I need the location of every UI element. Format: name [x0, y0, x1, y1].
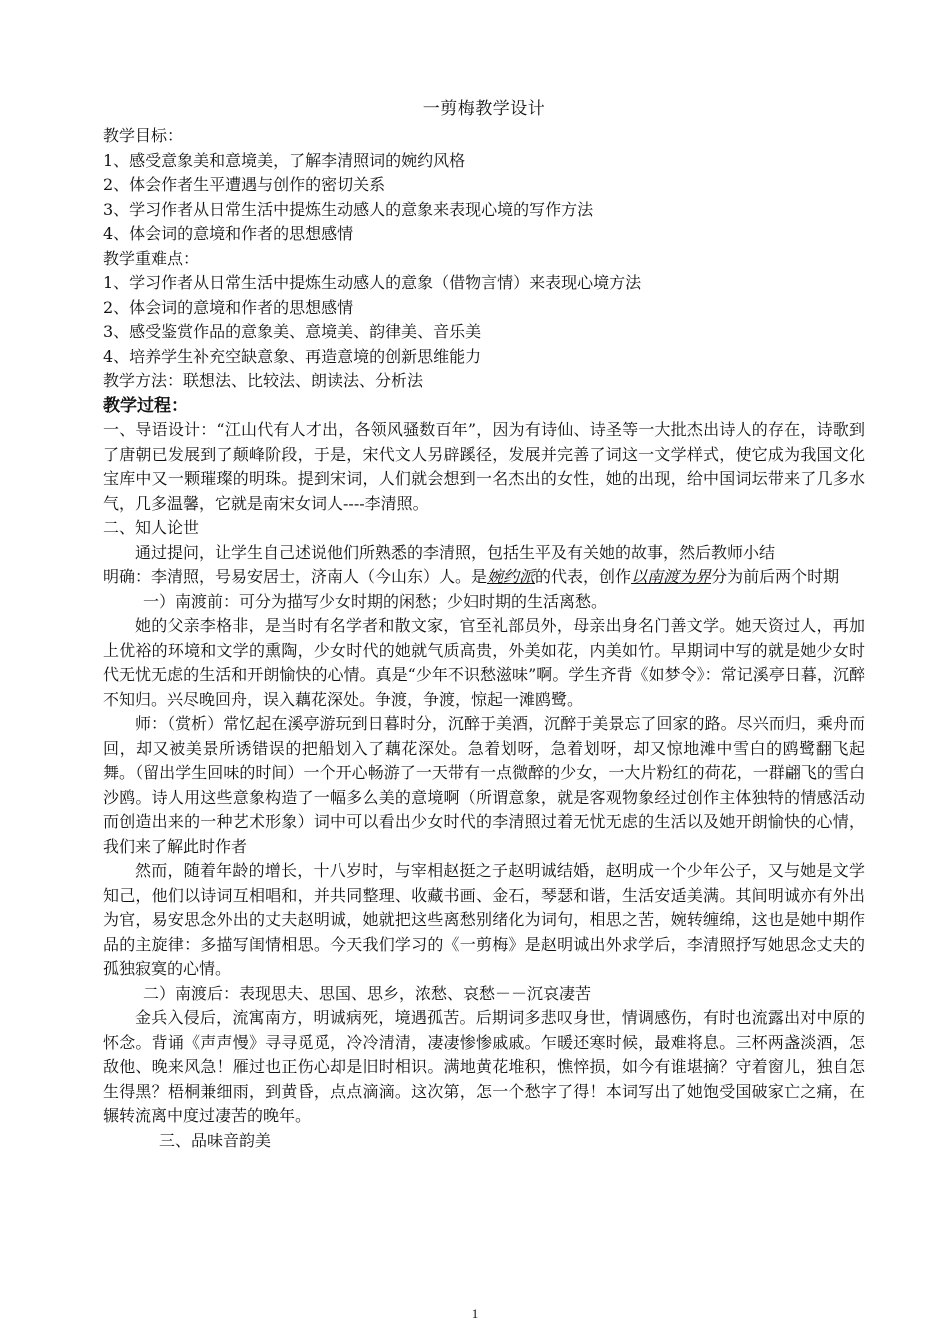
- difficulties-heading: 教学重难点：: [103, 248, 200, 268]
- section-2-paragraph: 通过提问，让学生自己述说他们所熟悉的李清照，包括生平及有关她的故事，然后教师小结: [135, 542, 776, 562]
- boundary-term: 以南渡为界: [631, 567, 712, 586]
- difficulty-item: 4、培养学生补充空缺意象、再造意境的创新思维能力: [103, 346, 482, 366]
- clarify-suffix: 分为前后两个时期: [711, 567, 840, 586]
- objective-item: 2、体会作者生平遭遇与创作的密切关系: [103, 175, 386, 194]
- difficulty-item: 3、感受鉴赏作品的意象美、意境美、韵律美、音乐美: [103, 322, 482, 341]
- objectives-heading: 教学目标：: [103, 126, 184, 145]
- section-3-heading: 三、品味音韵美: [159, 1130, 272, 1150]
- section-2-heading: 二、知人论世: [103, 518, 200, 537]
- page-number: 1: [471, 1306, 479, 1321]
- objective-item: 1、感受意象美和意境美，了解李清照词的婉约风格: [103, 150, 466, 170]
- difficulty-item: 2、体会词的意境和作者的思想感情: [103, 297, 354, 317]
- difficulty-item: 1、学习作者从日常生活中提炼生动感人的意象（借物言情）来表现心境方法: [103, 273, 642, 292]
- before-south-heading: 一）南渡前：可分为描写少女时期的闲愁；少妇时期的生活离愁。: [143, 591, 608, 611]
- marriage-paragraph: 然而，随着年龄的增长，十八岁时，与宰相赵挺之子赵明诚结婚，赵明成一个少年公子，又与她是文学知己，他们以诗词互相唱和，并共同整理、收藏书画、金石，琴瑟和谐，生活安适美满。其间明诚亦有外出为官，易安思念外出的丈夫赵明诚，她就把这些离愁别绪化为词句，相思之苦，婉转缠绵，这也是她中期作品的主旋律：多描写闺情相思。今天我们学习的《一剪梅》是赵明诚出外求学后，李清照抒写她思念丈夫的孤独寂寞的心情。: [103, 861, 865, 978]
- father-paragraph: 她的父亲李格非，是当时有名学者和散文家，官至礼部员外，母亲出身名门善文学。她天资过人，再加上优裕的环境和文学的熏陶，少女时代的她就气质高贵，外美如花，内美如竹。早期词中写的就是她少女时代无忧无虑的生活和开朗愉快的心情。真是“少年不识愁滋味”啊。学生齐背《如梦令》：常记溪亭日暮，沉醉不知归。兴尽晚回舟，误入藕花深处。争渡，争渡，惊起一滩鸥鹭。: [103, 616, 865, 709]
- teaching-methods: 教学方法：联想法、比较法、朗读法、分析法: [103, 371, 424, 390]
- objective-item: 3、学习作者从日常生活中提炼生动感人的意象来表现心境的写作方法: [103, 199, 594, 219]
- clarify-prefix: 明确：李清照，号易安居士，济南人（今山东）人。是: [103, 567, 488, 586]
- document-title: 一剪梅教学设计: [422, 99, 546, 119]
- process-heading: 教学过程：: [103, 395, 188, 416]
- objective-item: 4、体会词的意境和作者的思想感情: [103, 224, 354, 243]
- teacher-paragraph: 师：（赏析）常忆起在溪亭游玩到日暮时分，沉醉于美酒，沉醉于美景忘了回家的路。尽兴而归，乘舟而回，却又被美景所诱错误的把船划入了藕花深处。急着划呀，急着划呀，却又惊地滩中雪白的鸥鹭翻飞起舞。（留出学生回味的时间）一个开心畅游了一天带有一点微醉的少女，一大片粉红的荷花，一群翩飞的雪白沙鸥。诗人用这些意象构造了一幅多么美的意境啊（所谓意象，就是客观物象经过创作主体独特的情感活动而创造出来的一种艺术形象）词中可以看出少女时代的李清照过着无忧无虑的生活以及她开朗愉快的心情，我们来了解此时作者: [103, 714, 865, 856]
- document-body: [103, 98, 865, 1153]
- after-south-heading: 二）南渡后：表现思夫、思国、思乡，浓愁、哀愁－－沉哀凄苦: [143, 983, 592, 1003]
- after-south-paragraph: 金兵入侵后，流寓南方，明诚病死，境遇孤苦。后期词多悲叹身世，情调感伤，有时也流露出对中原的怀念。背诵《声声慢》寻寻觅觅，冷冷清清，凄凄惨惨戚戚。乍暖还寒时候，最难将息。三杯两盏淡酒，怎敌他、晚来风急！雁过也正伤心却是旧时相识。满地黄花堆积，憔悴损，如今有谁堪摘？守着窗儿，独自怎生得黑？梧桐兼细雨，到黄昏，点点滴滴。这次第，怎一个愁字了得！本词写出了她饱受国破家亡之痛，在辗转流离中度过凄苦的晚年。: [103, 1008, 865, 1125]
- clarify-middle: 的代表，创作: [535, 567, 632, 586]
- intro-paragraph: 一、导语设计：“江山代有人才出，各领风骚数百年”，因为有诗仙、诗圣等一大批杰出诗人的存在，诗歌到了唐朝已发展到了颠峰阶段，于是，宋代文人另辟蹊径，发展并完善了词这一文学样式，使它成为我国文化宝库中又一颗璀璨的明珠。提到宋词，人们就会想到一名杰出的女性，她的出现，给中国词坛带来了几多水气，几多温馨，它就是南宋女词人----李清照。: [103, 420, 865, 513]
- school-term: 婉约派: [487, 567, 536, 586]
- clarify-paragraph: [103, 565, 865, 590]
